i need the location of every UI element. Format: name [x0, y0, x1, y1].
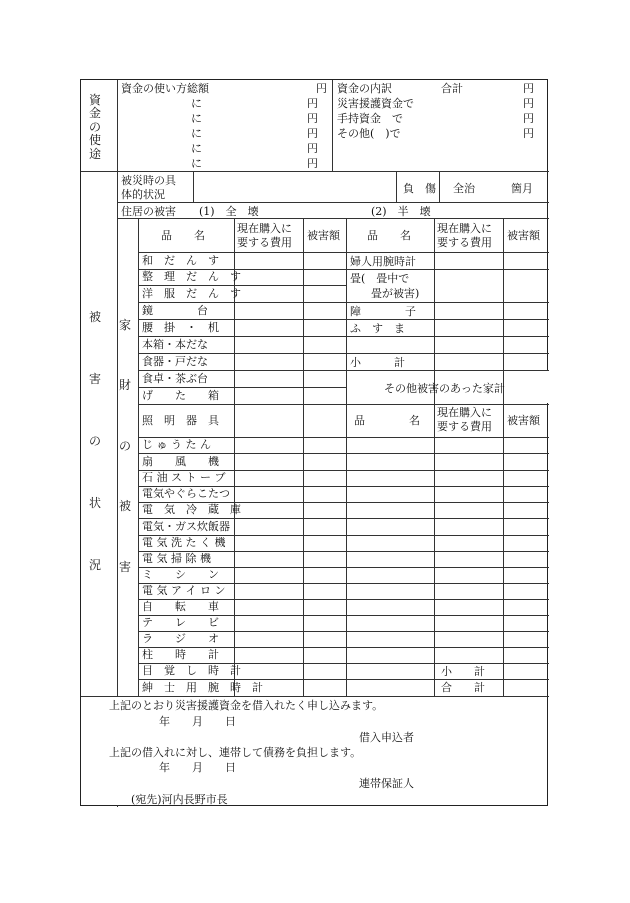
right-item: 畳が被害)	[371, 287, 420, 300]
dwelling-option-half: (2) 半 壊	[371, 205, 431, 218]
rule-line	[346, 679, 549, 680]
household-item: 整 理 だ ん す	[142, 270, 241, 283]
rule-line	[117, 218, 549, 219]
rule-line	[81, 171, 549, 172]
rule-line	[346, 470, 549, 471]
yen-mark: 円	[523, 112, 534, 125]
yen-mark: 円	[316, 82, 327, 95]
right-item: 小 計	[350, 356, 405, 369]
ni-mark: に	[191, 142, 202, 155]
household-item: 腰 掛 ・ 机	[142, 321, 219, 334]
rule-line	[138, 302, 346, 303]
label-char: 害	[118, 559, 131, 574]
rule-line	[138, 453, 346, 454]
household-item: 自 転 車	[142, 600, 219, 613]
household-item: 扇 風 機	[142, 455, 219, 468]
loan-application-form	[80, 79, 548, 806]
household-item: 電気・ガス炊飯器	[142, 520, 230, 533]
recovery-label: 全治	[453, 182, 475, 195]
col-damage-right: 被害額	[507, 229, 540, 242]
rule-line	[138, 518, 346, 519]
rule-line	[346, 319, 549, 320]
rule-line	[346, 502, 549, 503]
label-char: 金	[88, 106, 101, 121]
yen-mark: 円	[523, 97, 534, 110]
rule-line	[138, 218, 139, 696]
total-sum-label: 合計	[441, 82, 463, 95]
rule-line	[346, 663, 549, 664]
household-item: 電 気 冷 蔵 庫	[142, 503, 241, 516]
rule-line	[346, 486, 549, 487]
yen-mark: 円	[307, 97, 318, 110]
ni-mark: に	[191, 157, 202, 170]
rule-line	[332, 80, 333, 171]
subtotal-label: 小 計	[441, 665, 485, 678]
rule-line	[439, 171, 440, 202]
label-char: の	[118, 438, 131, 453]
usage-section-label	[88, 93, 102, 161]
breakdown-item: その他( )で	[337, 127, 401, 140]
rule-line	[193, 171, 194, 202]
household-item: 目 覚 し 時 計	[142, 664, 241, 677]
ni-mark: に	[191, 112, 202, 125]
household-item: げ た 箱	[142, 389, 219, 402]
other-col-cost: 要する費用	[437, 420, 492, 433]
rule-line	[138, 679, 346, 680]
household-item: 食器・戸だな	[142, 355, 208, 368]
household-item: 電 気 掃 除 機	[142, 552, 211, 565]
rule-line	[346, 615, 549, 616]
yen-mark: 円	[523, 127, 534, 140]
col-cost-right: 要する費用	[437, 236, 492, 249]
guarantee-text: 上記の借入れに対し、連帯して債務を負担します。	[109, 746, 362, 759]
date-text: 年 月 日	[159, 761, 236, 774]
rule-line	[346, 567, 549, 568]
label-char: 被	[118, 499, 131, 514]
household-label	[118, 271, 132, 621]
rule-line	[138, 370, 346, 371]
col-cost-left: 要する費用	[237, 236, 292, 249]
household-item: 柱 時 計	[142, 648, 219, 661]
household-item: 洋 服 だ ん す	[142, 287, 241, 300]
rule-line	[138, 353, 346, 354]
rule-line	[346, 370, 549, 371]
rule-line	[346, 551, 549, 552]
rule-line	[346, 518, 549, 519]
household-item: じ ゅ う た ん	[142, 438, 211, 451]
dwelling-option-total: (1) 全 壊	[199, 205, 259, 218]
date-text: 年 月 日	[159, 715, 236, 728]
label-char: 況	[88, 557, 101, 572]
rule-line	[138, 285, 346, 286]
col-damage-left: 被害額	[307, 229, 340, 242]
household-item: 食卓・茶ぶ台	[142, 372, 208, 385]
right-item: ふ す ま	[350, 322, 405, 335]
rule-line	[346, 535, 549, 536]
damage-section-label	[88, 261, 102, 621]
household-item: 鏡 台	[142, 304, 208, 317]
other-col-item: 品 名	[354, 414, 420, 427]
rule-line	[346, 218, 347, 696]
guarantor-label: 連帯保証人	[359, 777, 414, 790]
label-char: の	[88, 433, 101, 448]
rule-line	[346, 336, 549, 337]
label-char: 害	[88, 371, 101, 386]
total-label: 資金の使い方総額	[121, 82, 209, 95]
rule-line	[346, 302, 549, 303]
yen-mark: 円	[307, 157, 318, 170]
label-char: 被	[88, 309, 101, 324]
rule-line	[346, 252, 549, 253]
household-item: 照 明 器 具	[142, 414, 219, 427]
rule-line	[346, 404, 549, 405]
label-char: 使	[88, 133, 101, 148]
rule-line	[346, 599, 549, 600]
household-item: テ レ ビ	[142, 616, 219, 629]
months-label: 箇月	[511, 182, 533, 195]
right-item: 障 子	[350, 305, 416, 318]
rule-line	[396, 171, 397, 202]
apply-text: 上記のとおり災害援護資金を借入れたく申し込みます。	[109, 699, 384, 712]
household-item: 紳 士 用 腕 時 計	[142, 681, 263, 694]
situation-label: 被災時の具	[121, 174, 176, 187]
label-char: 家	[118, 317, 131, 332]
breakdown-label: 資金の内訳	[337, 82, 392, 95]
yen-mark: 円	[307, 127, 318, 140]
rule-line	[346, 631, 549, 632]
rule-line	[346, 583, 549, 584]
col-item-right: 品 名	[367, 229, 411, 242]
total-label-bottom: 合 計	[441, 681, 485, 694]
yen-mark: 円	[307, 112, 318, 125]
rule-line	[138, 336, 346, 337]
right-item: 畳( 畳中で	[350, 272, 410, 285]
other-col-damage: 被害額	[507, 414, 540, 427]
rule-line	[346, 269, 549, 270]
rule-line	[346, 647, 549, 648]
col-cost-right: 現在購入に	[437, 222, 492, 235]
ni-mark: に	[191, 127, 202, 140]
rule-line	[138, 387, 346, 388]
col-item-left: 品 名	[161, 229, 205, 242]
label-char: 途	[88, 146, 101, 161]
breakdown-item: 災害援護資金で	[337, 97, 414, 110]
breakdown-item: 手持資金 で	[337, 112, 403, 125]
household-item: ミ シ ン	[142, 568, 219, 581]
household-item: 電気やぐらこたつ	[142, 487, 230, 500]
rule-line	[138, 319, 346, 320]
household-item: 本箱・本だな	[142, 338, 208, 351]
label-char: 財	[118, 378, 131, 393]
applicant-label: 借入申込者	[359, 731, 414, 744]
injury-label: 負 傷	[403, 182, 436, 195]
household-item: 電 気 ア イ ロ ン	[142, 584, 226, 597]
yen-mark: 円	[307, 142, 318, 155]
other-title: その他被害のあった家計	[384, 382, 505, 395]
rule-line	[346, 453, 549, 454]
right-item: 婦人用腕時計	[350, 255, 416, 268]
rule-line	[434, 218, 435, 696]
rule-line	[138, 404, 346, 405]
ni-mark: に	[191, 97, 202, 110]
rule-line	[346, 353, 549, 354]
rule-line	[117, 202, 549, 203]
label-char: の	[88, 119, 101, 134]
dwelling-label: 住居の被害	[121, 205, 176, 218]
rule-line	[503, 218, 504, 696]
col-cost-left: 現在購入に	[237, 222, 292, 235]
household-item: ラ ジ オ	[142, 632, 219, 645]
household-item: 石 油 ス ト ー ブ	[142, 471, 226, 484]
rule-line	[138, 252, 346, 253]
other-col-cost: 現在購入に	[437, 406, 492, 419]
rule-line	[346, 437, 549, 438]
household-item: 電 気 洗 た く 機	[142, 536, 226, 549]
yen-mark: 円	[523, 82, 534, 95]
addressee-text: (宛先)河内長野市長	[131, 793, 228, 806]
household-item: 和 だ ん す	[142, 254, 219, 267]
rule-line	[303, 218, 304, 696]
situation-label: 体的状況	[121, 188, 165, 201]
label-char: 資	[88, 92, 101, 107]
label-char: 状	[88, 495, 101, 510]
